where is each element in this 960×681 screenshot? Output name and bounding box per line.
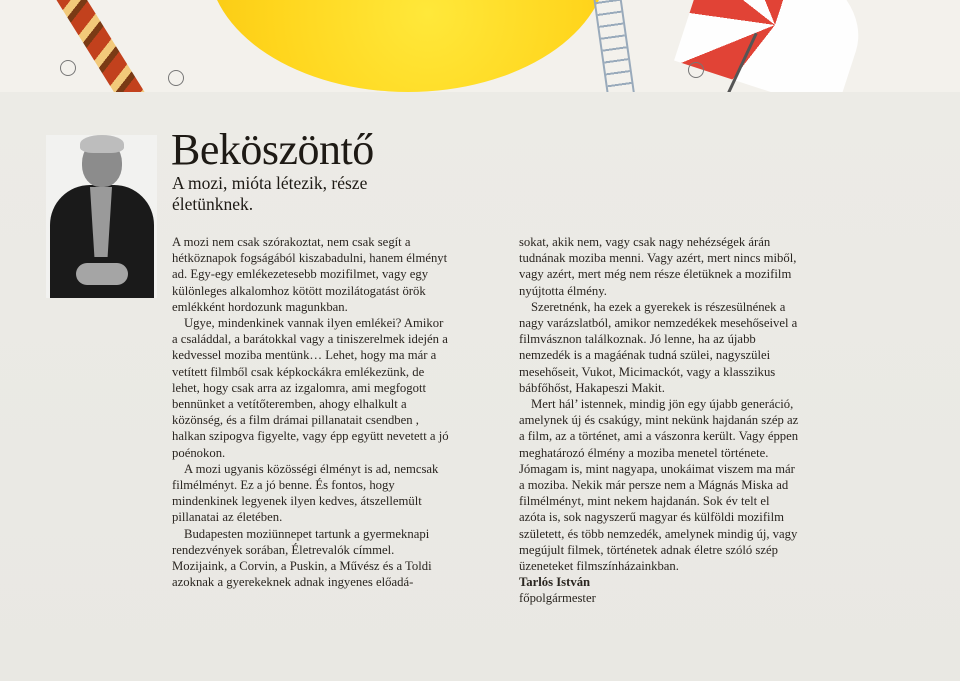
text-column-right bbox=[519, 234, 799, 607]
signature-role: főpolgármester bbox=[519, 591, 596, 606]
signature-name: Tarlós István bbox=[519, 575, 591, 590]
ladder-drawing bbox=[592, 0, 635, 92]
paragraph: Mert hál’ istennek, mindig jön egy újabb generáció, amelynek új és csakúgy, mint nekünk hajdanán szép az a film, az a történet, ami a vászonra került. Vagy éppen meghatározó élmény a moziba menetel története. Jómagam is, mint nagyapa, unokáimat viszem ma már a moziba. Nekik már persze nem a Mágnás Miska ad filmélményt, mint nekem hajdanán. Sok év telt el azóta is, sok nagyszerű magyar és külföldi mozifilm született, és több nemzedék, amelynek mindig új, vagy megújult filmek, történetek adnak életre szóló szép üzeneteket filmszínházainkban. bbox=[519, 397, 799, 574]
child-face-doodle bbox=[688, 62, 704, 78]
page-subtitle: A mozi, mióta létezik, része életünknek. bbox=[172, 173, 368, 214]
child-face-doodle bbox=[168, 70, 184, 86]
paragraph: A mozi nem csak szórakoztat, nem csak segít a hétköznapok fogságából kiszabadulni, hanem élményt ad. Egy-egy emlékezetesebb mozifilmet, vagy egy különleges alkalomhoz kötött mozilátogatást örök emlékként hordozunk magunkban. bbox=[172, 235, 448, 314]
portrait-hands bbox=[76, 263, 128, 285]
paragraph: A mozi ugyanis közösségi élményt is ad, nemcsak filmélményt. Ez a jó benne. És fontos, hogy mindenkinek legyenek ilyen kedves, átszellemült pillanatai az életében. bbox=[172, 461, 439, 525]
text-column-left bbox=[172, 234, 452, 590]
child-face-doodle bbox=[60, 60, 76, 76]
sun-drawing bbox=[208, 0, 608, 92]
page-title: Beköszöntő bbox=[171, 125, 374, 174]
header-illustration bbox=[0, 0, 960, 92]
paragraph: sokat, akik nem, vagy csak nagy nehézségek árán tudnának moziba menni. Vagy azért, mert nincs miből, vagy azért, mert még nem része életüknek a mozifilm nyújtotta élmény. bbox=[519, 235, 797, 298]
portrait-photo bbox=[46, 135, 157, 298]
striped-pole-drawing bbox=[55, 0, 151, 92]
portrait-hair bbox=[80, 135, 124, 153]
paragraph: Budapesten moziünnepet tartunk a gyermeknapi rendezvények sorában, Életrevalók címmel. Mozijaink, a Corvin, a Puskin, a Művész és a Toldi azoknak a gyerekeknek adnak ingyenes előadá- bbox=[172, 526, 432, 590]
paragraph: Ugye, mindenkinek vannak ilyen emlékei? Amikor a családdal, a barátokkal vagy a tiniszerelmek idején a kedvessel moziba mentünk… Lehet, hogy ma már a vetített filmből csak képkockákra emlékezünk, de lehet, hogy csak arra az izgalomra, ami megfogott bennünket a vetítőteremben, ahogy elhalkult a közönség, és a film drámai pillanatait csendben , halkan szipogva figyelte, vagy épp együtt nevetett a jó poénokon. bbox=[172, 316, 449, 460]
paragraph: Szeretnénk, ha ezek a gyerekek is részesülnének a nagy varázslatból, amikor nemzedékek mesehőseivel a filmvásznon találkoznak. Jó lenne, ha az újabb nemzedék is a magáénak tudná szülei, nagyszülei mesehőseit, Vukot, Micimackót, vagy a klasszikus bábfőhőst, Hakapeszi Makit. bbox=[519, 299, 798, 395]
umbrella-drawing bbox=[674, 0, 876, 92]
